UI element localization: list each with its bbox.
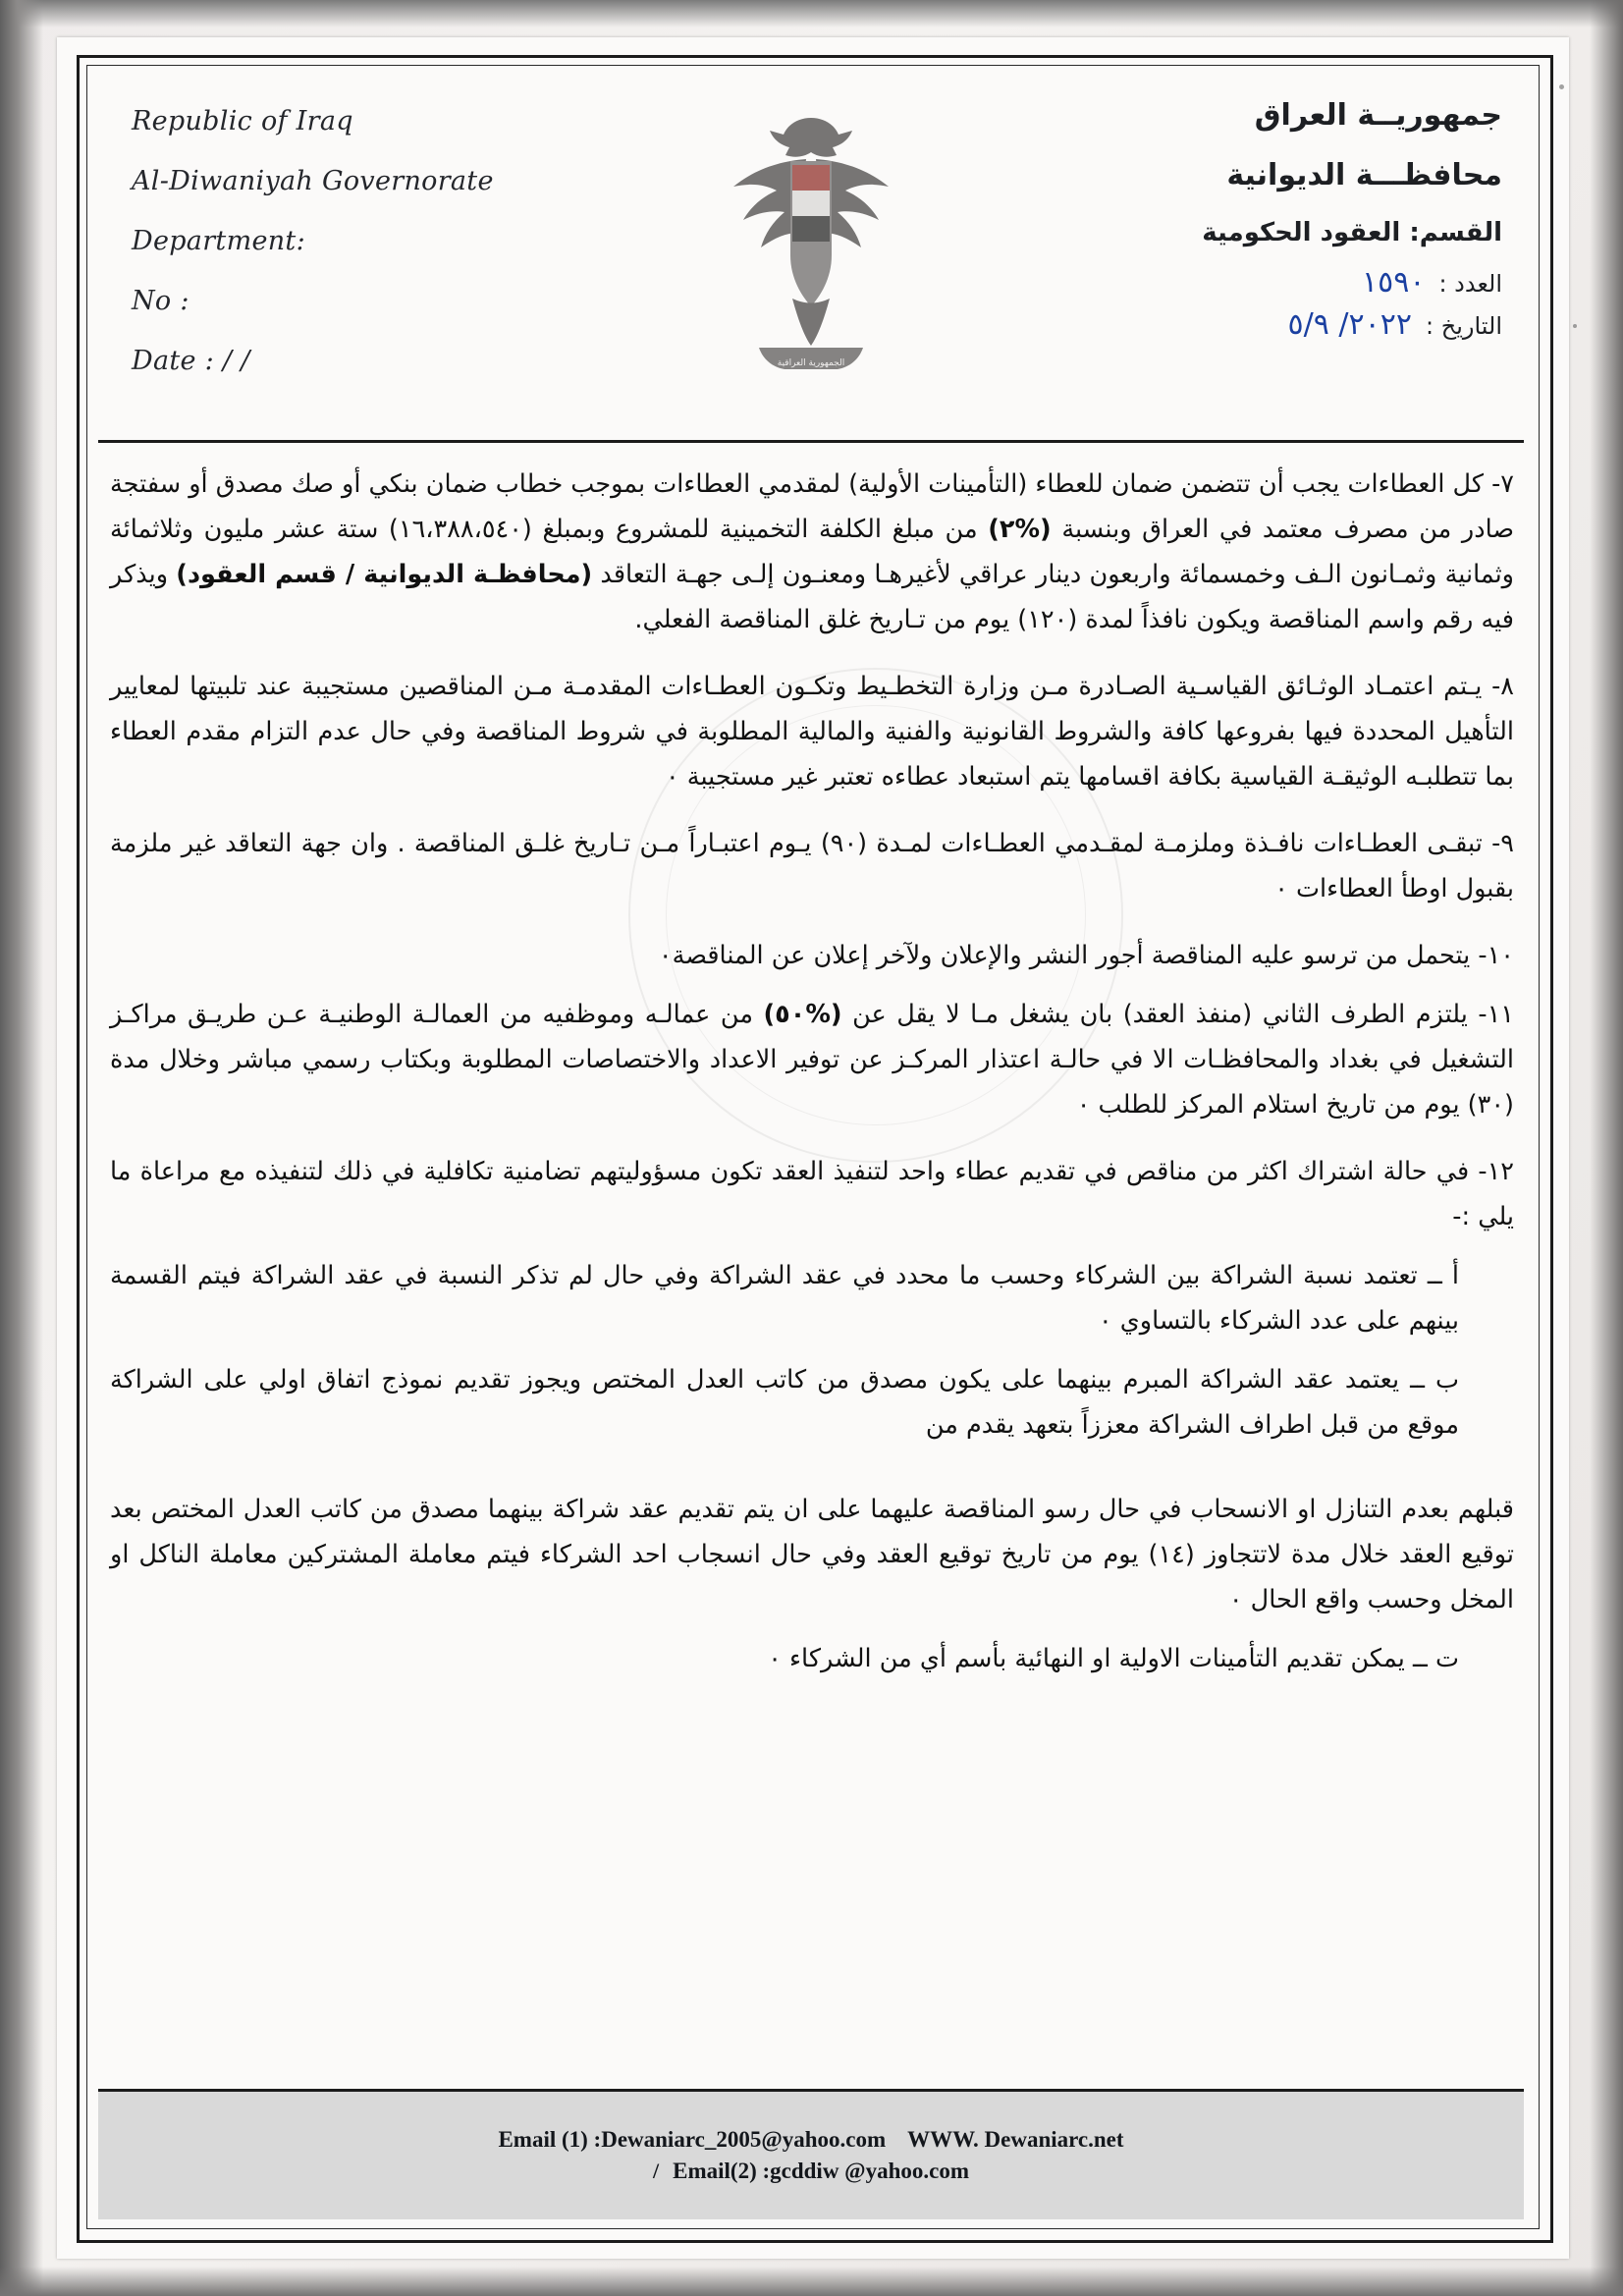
document-body [110,462,1514,1703]
scan-edge-left [0,0,43,2296]
clause-8: ٨- يـتم اعتمـاد الوثـائق القياسـية الصـادرة مـن وزارة التخطـيط وتكـون العطـاءات المقدمـة مـن المناقصين مستجيبة عند تلبيتها لمعايير التأهيل المحددة فيها بفروعها كافة والشروط القانونية والفنية والمالية المطلوبة في شروط المناقصة وفي حال عدم التزام مقدم العطاء بما تتطلبـه الوثيقـة القياسية بكافة اقسامها يتم استبعاد عطاءه تعتبر غير مستجيبة ٠ [110,672,1514,792]
footer-website[interactable]: WWW. Dewaniarc.net [907,2127,1124,2152]
clause-12: ١٢- في حالة اشتراك اكثر من مناقص في تقديم عطاء واحد لتنفيذ العقد تكون مسؤوليتهم تضامنية تكافلية في ذلك لتنفيذه مع مراعاة ما يلي :- [110,1157,1514,1231]
iraq-eagle-emblem [708,102,914,387]
letterhead-date-label: التاريخ : [1425,312,1502,340]
letterhead-governorate-en: Al-Diwaniyah Governorate [132,166,494,196]
letterhead-number-en: No : [132,286,189,316]
letterhead-date-row [952,307,1502,342]
svg-text:الجمهورية العراقية: الجمهورية العراقية [777,358,845,368]
clause-10: ١٠- يتحمل من ترسو عليه المناقصة أجور النشر والإعلان ولآخر إعلان عن المناقصة٠ [658,941,1514,970]
letter-footer [98,2089,1524,2219]
letterhead-date-en: Date : / / [132,346,250,376]
footer-slash: / [653,2159,660,2183]
letterhead-country-en: Republic of Iraq [132,106,353,137]
scan-edge-top [0,0,1623,27]
scan-edge-right [1590,0,1623,2296]
clause-12-t: ت ــ يمكن تقديم التأمينات الاولية او النهائية بأسم أي من الشركاء ٠ [768,1644,1459,1673]
scan-speck [1573,324,1577,328]
letterhead-arabic [952,98,1502,350]
letterhead-department-ar: القسم: العقود الحكومية [1202,218,1502,247]
scan-edge-bottom [0,2267,1623,2296]
letterhead-country-ar: جمهوريــة العراق [1254,98,1502,133]
clause-7: ٧- كل العطاءات يجب أن تتضمن ضمان للعطاء (التأمينات الأولية) لمقدمي العطاءات بموجب خطاب ضمان بنكي أو صك مصدق أو سفتجة صادر من مصرف معتمد في العراق وبنسبة (%٢) من مبلغ الكلفة التخمينية للمشروع وبمبلغ (١٦،٣٨٨،٥٤٠) ستة عشر مليون وثلاثمائة وثمانية وثمـانون الـف وخمسمائة واربعون دينار عراقي لأغيرهـا ومعنـون إلـى جهـة التعاقد (محافظـة الديوانية / قسم العقود) ويذكر فيه رقم واسم المناقصة ويكون نافذاً لمدة (١٢٠) يوم من تـاريخ غلق المناقصة الفعلي. [110,469,1514,634]
letterhead-number-row [952,265,1502,300]
footer-email1[interactable]: Email (1) :Dewaniarc_2005@yahoo.com [498,2127,887,2152]
letterhead-department-en: Department: [132,226,305,256]
letterhead-english [132,106,642,406]
clause-12-a: أ ــ تعتمد نسبة الشراكة بين الشركاء وحسب ما محدد في عقد الشراكة وفي حال لم تذكر النسبة في عقد الشراكة فيتم القسمة بينهم على عدد الشركاء بالتساوي ٠ [110,1261,1459,1336]
footer-line-2 [653,2159,969,2184]
letterhead [98,77,1524,443]
clause-12-b: ب ــ يعتمد عقد الشراكة المبرم بينهما على يكون مصدق من كاتب العدل المختص ويجوز تقديم نموذج اتفاق اولي على الشراكة موقع من قبل اطراف الشراكة معززاً بتعهد يقدم من [110,1365,1459,1440]
footer-line-1 [498,2127,1123,2153]
clause-12-b-continuation: قبلهم بعدم التنازل او الانسحاب في حال رسو المناقصة عليهما على ان يتم تقديم عقد شراكة بينهما مصدق من كاتب العدل المختص بعد توقيع العقد خلال مدة لاتتجاوز (١٤) يوم من تاريخ توقيع العقد وفي حال انسجاب احد الشركاء فيتم معاملة المشتركين معاملة الناكل او المخل وحسب واقع الحال ٠ [110,1495,1514,1614]
letterhead-number-label: العدد : [1438,270,1502,298]
footer-email2[interactable]: Email(2) :gcddiw @yahoo.com [673,2159,969,2183]
clause-9: ٩- تبقـى العطـاءات نافـذة وملزمـة لمقـدمي العطـاءات لمـدة (٩٠) يـوم اعتبـاراً مـن تـاريخ غلـق المناقصة . وان جهة التعاقد غير ملزمة بقبول اوطأ العطاءات ٠ [110,829,1514,903]
letterhead-date-value: ٢٠٢٢/ ٥/٩ [1287,307,1412,342]
letterhead-number-value: ١٥٩٠ [1361,265,1426,300]
scan-speck [1559,84,1564,89]
letterhead-governorate-ar: محافظـــة الديوانية [1226,158,1502,192]
clause-11: ١١- يلتزم الطرف الثاني (منفذ العقد) بان يشغل مـا لا يقل عن (%٥٠) من عمالـه وموظفيه من العمالـة الوطنيـة عـن طريـق مراكـز التشغيل في بغداد والمحافظـات الا في حالـة اعتذار المركـز عن توفير الاعداد والاختصاصات المطلوبة وبكتاب رسمي مباشر وخلال مدة (٣٠) يوم من تاريخ استلام المركز للطلب ٠ [110,1000,1514,1120]
